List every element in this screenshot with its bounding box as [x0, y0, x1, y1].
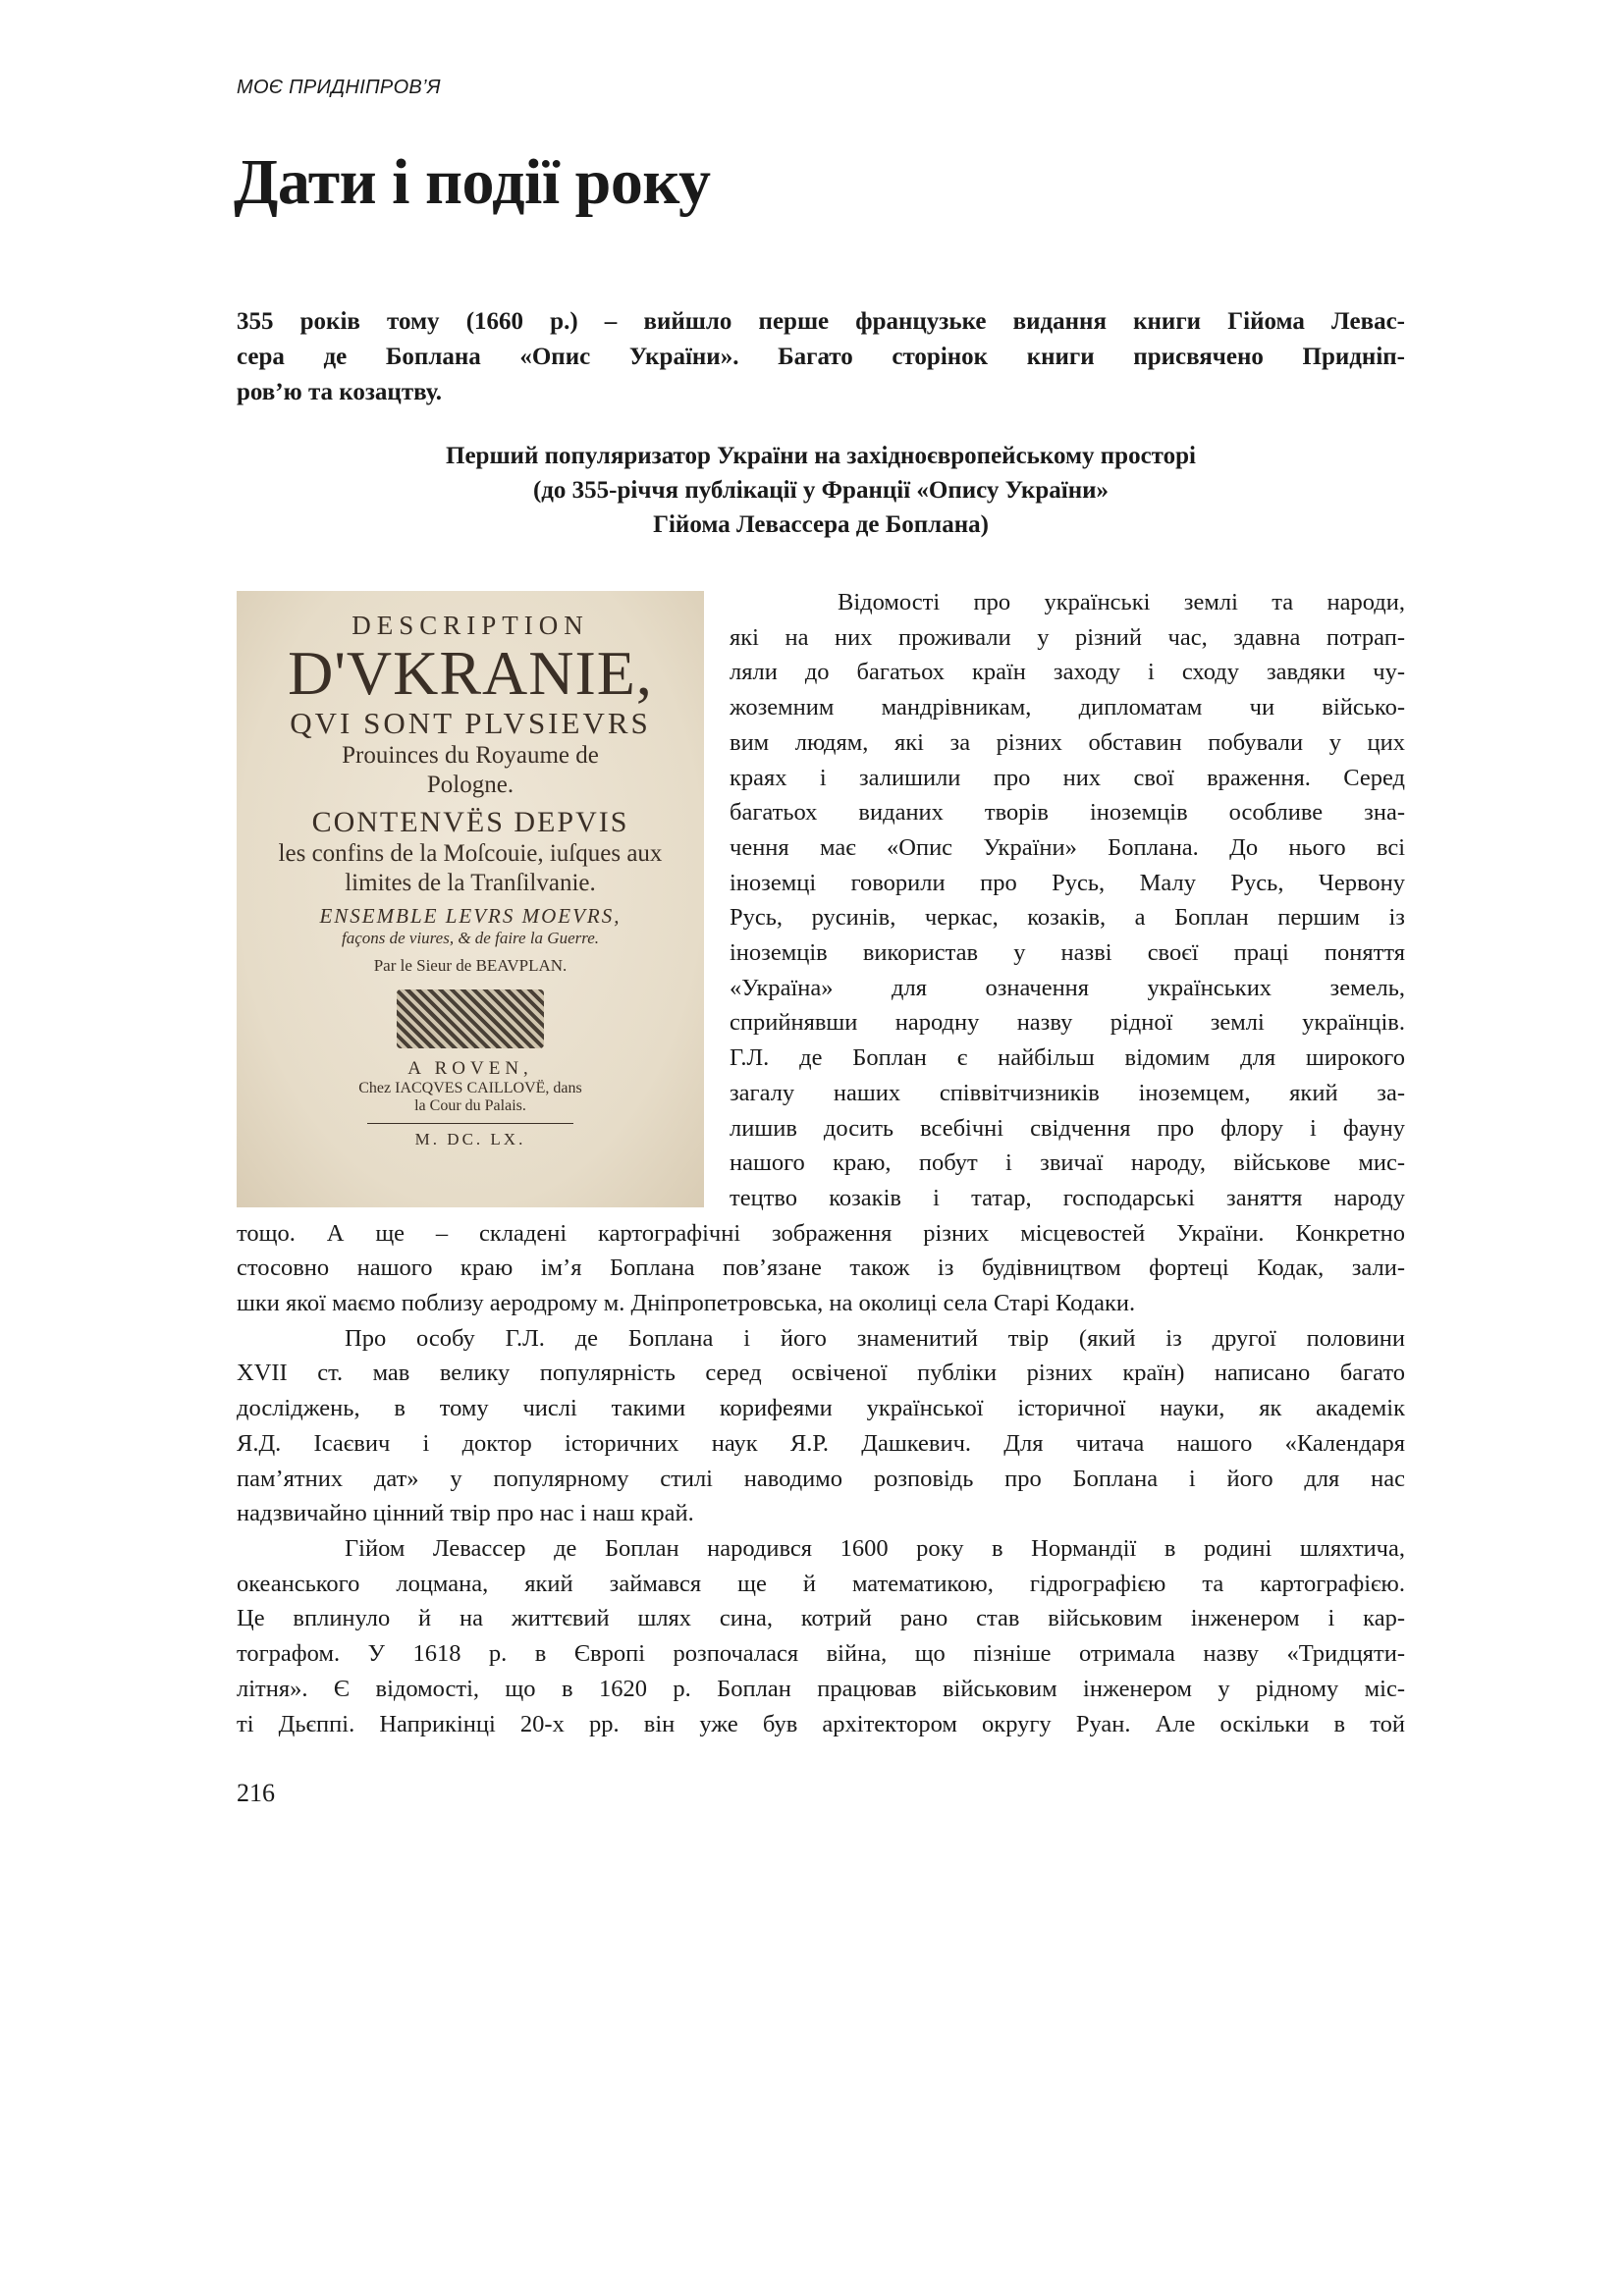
body-line: нашого краю, побут і звичаї народу, військове мис- — [730, 1149, 1405, 1177]
plate-text: façons de viures, & de faire la Guerre. — [341, 929, 600, 947]
plate-text: QVI SONT PLVSIEVRS — [290, 706, 651, 740]
body-line: жоземним мандрівникам, дипломатам чи військо- — [730, 694, 1405, 721]
intro-line: 355 років тому (1660 р.) – вийшло перше французьке видання книги Гійома Левас- — [237, 308, 1405, 335]
intro-line: ров’ю та козацтву. — [237, 379, 442, 405]
body-line: тецтво козаків і татар, господарські заняття народу — [730, 1184, 1405, 1211]
body-line: краях і залишили про них свої враження. Серед — [730, 764, 1405, 791]
plate-text: les confins de la Moſcouie, iuſques aux limites de la Tranſilvanie. — [278, 840, 663, 896]
body-line: вим людям, які за різних обставин побували у цих — [730, 728, 1405, 756]
body-line: «Україна» для означення українських земель, — [730, 974, 1405, 1001]
body-line: лишив досить всебічні свідчення про флору і фауну — [730, 1114, 1405, 1142]
plate-text: D'VKRANIE, — [288, 638, 653, 708]
body-line: іноземці говорили про Русь, Малу Русь, Червону — [730, 869, 1405, 896]
plate-text: CONTENVËS DEPVIS — [311, 806, 629, 838]
body-line: Відомості про українські землі та народи, — [838, 589, 1405, 615]
plate-text: la Cour du Palais. — [414, 1097, 526, 1114]
body-line: пам’ятних дат» у популярному стилі наводимо розповідь про Боплана і його для нас — [237, 1465, 1405, 1492]
body-line: XVII ст. мав велику популярність серед освіченої публіки різних країн) написано багато — [237, 1360, 1405, 1387]
plate-text: Par le Sieur de BEAVPLAN. — [373, 956, 568, 975]
body-line: Русь, русинів, черкас, козаків, а Боплан першим із — [730, 904, 1405, 932]
body-line: ляли до багатьох країн заходу і сходу завдяки чу- — [730, 659, 1405, 686]
body-line: досліджень, в тому числі такими корифеями української історичної науки, як академік — [237, 1395, 1405, 1422]
running-header: МОЄ ПРИДНІПРОВ’Я — [237, 77, 441, 98]
article-body — [237, 585, 1405, 1741]
body-line: Г.Л. де Боплан є найбільш відомим для широкого — [730, 1044, 1405, 1072]
body-line: океанського лоцмана, який займався ще й математикою, гідрографією та картографією. — [237, 1570, 1405, 1597]
body-line: які на них проживали у різний час, здавна потрап- — [730, 623, 1405, 651]
body-line: Про особу Г.Л. де Боплана і його знаменитий твір (який із другої половини — [345, 1324, 1405, 1352]
page-title: Дати і події року — [234, 146, 711, 218]
body-line: багатьох виданих творів іноземців особливе зна- — [730, 799, 1405, 827]
heading-line: Перший популяризатор України на західноєвропейському просторі — [446, 443, 1196, 469]
heading-line: (до 355-річчя публікації у Франції «Опису України» — [532, 477, 1110, 504]
body-line: стосовно нашого краю ім’я Боплана пов’язане також із будівництвом фортеці Кодак, зали- — [237, 1255, 1405, 1282]
body-line: сприйнявши народну назву рідної землі українців. — [730, 1009, 1405, 1037]
body-line: Я.Д. Ісаєвич і доктор історичних наук Я.Р. Дашкевич. Для читача нашого «Календаря — [237, 1429, 1405, 1457]
body-line: тощо. А ще – складені картографічні зображення різних місцевостей України. Конкретно — [237, 1219, 1405, 1247]
plate-text: ENSEMBLE LEVRS MOEVRS, — [319, 904, 622, 928]
body-line: загалу наших співвітчизників іноземцем, який за- — [730, 1079, 1405, 1106]
body-line: Гійом Левассер де Боплан народився 1600 року в Нормандії в родині шляхтича, — [345, 1534, 1405, 1562]
body-line: шки якої маємо поблизу аеродрому м. Дніпропетровська, на околиці села Старі Кодаки. — [237, 1290, 1136, 1317]
article-heading — [237, 439, 1405, 542]
body-line: ті Дьєппі. Наприкінці 20-х рр. він уже був архітектором округу Руан. Але оскільки в той — [237, 1710, 1405, 1737]
plate-text: M. DC. LX. — [414, 1130, 526, 1148]
plate-text: DESCRIPTION — [352, 611, 589, 640]
plate-text: A ROVEN, — [407, 1058, 533, 1079]
intro-line: сера де Боплана «Опис України». Багато сторінок книги присвячено Придніп- — [237, 344, 1405, 370]
plate-text: Prouinces du Royaume de Pologne. — [342, 742, 599, 798]
page-number: 216 — [237, 1779, 275, 1807]
body-line: надзвичайно цінний твір про нас і наш край. — [237, 1500, 694, 1527]
plate-text: Chez IACQVES CAILLOVË, dans — [358, 1080, 582, 1096]
body-line: чення має «Опис України» Боплана. До нього всі — [730, 833, 1405, 861]
body-line: іноземців використав у назві своєї праці поняття — [730, 939, 1405, 967]
body-line: літня». Є відомості, що в 1620 р. Боплан працював військовим інженером у рідному міс- — [237, 1675, 1405, 1702]
body-line: тографом. У 1618 р. в Європі розпочалася війна, що пізніше отримала назву «Тридцяти- — [237, 1640, 1405, 1668]
heading-line: Гійома Левассера де Боплана) — [653, 511, 989, 538]
intro-paragraph — [237, 304, 1405, 410]
body-line: Це вплинуло й на життєвий шлях сина, котрий рано став військовим інженером і кар- — [237, 1605, 1405, 1632]
